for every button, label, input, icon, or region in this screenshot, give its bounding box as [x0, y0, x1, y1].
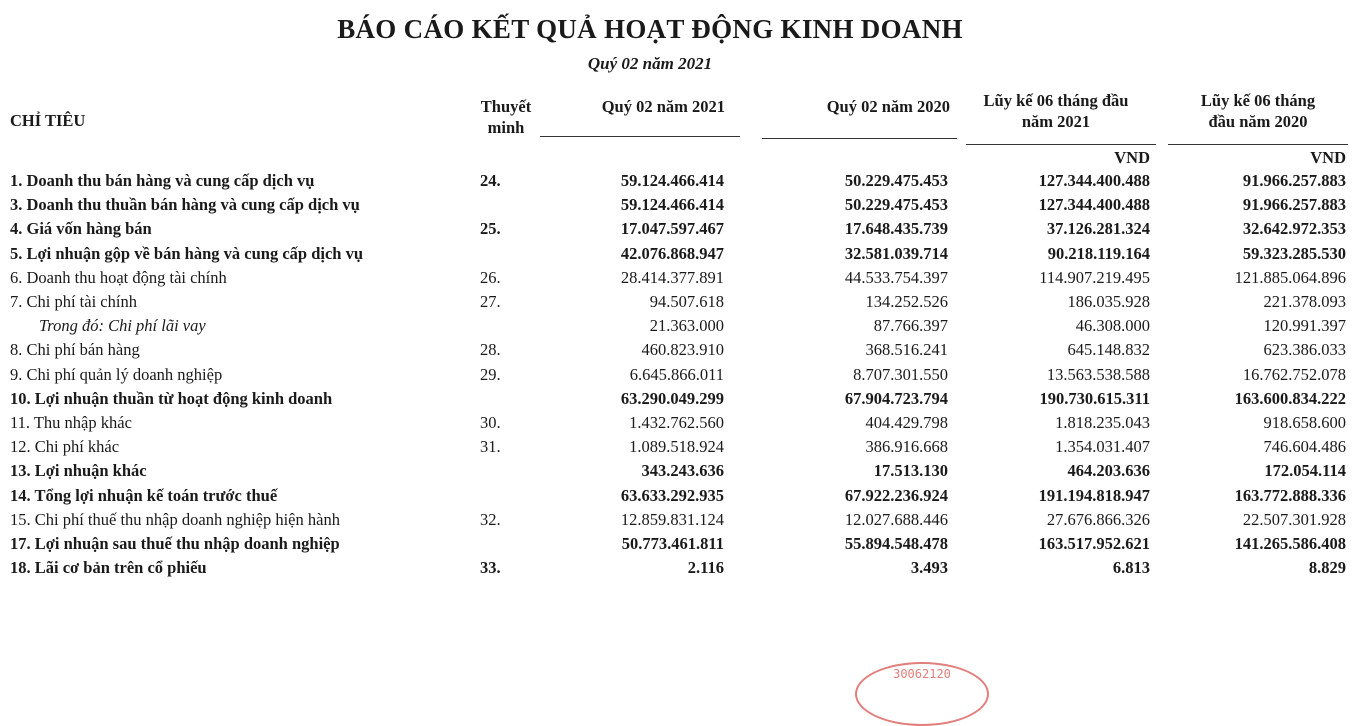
table-row: [10, 169, 1346, 193]
header-ytd-2021-line1: Lũy kế 06 tháng đầu: [983, 91, 1129, 110]
company-seal-stamp: [855, 662, 989, 726]
row-value-q2-2021: 94.507.618: [649, 292, 724, 312]
row-value-ytd-2021: 464.203.636: [1067, 461, 1150, 481]
unit-ytd-2021: VND: [1114, 148, 1150, 167]
row-value-q2-2020: 386.916.668: [865, 437, 948, 457]
row-value-q2-2021: 21.363.000: [649, 316, 724, 336]
row-value-ytd-2021: 645.148.832: [1067, 340, 1150, 360]
row-value-ytd-2020: 121.885.064.896: [1234, 267, 1346, 287]
row-note: 32.: [480, 509, 501, 529]
row-note: [480, 532, 540, 556]
income-statement-table: [10, 169, 1346, 580]
report-title: BÁO CÁO KẾT QUẢ HOẠT ĐỘNG KINH DOANH: [337, 14, 963, 44]
table-row: [10, 242, 1346, 266]
row-label: 3. Doanh thu thuần bán hàng và cung cấp dịch vụ: [10, 195, 360, 215]
row-note: 25.: [480, 219, 501, 239]
row-value-ytd-2020: 918.658.600: [1263, 412, 1346, 432]
row-value-ytd-2021: 6.813: [1112, 558, 1150, 578]
table-row: [10, 411, 1346, 435]
row-value-q2-2020: 32.581.039.714: [844, 243, 948, 263]
row-value-ytd-2021: 46.308.000: [1075, 316, 1150, 336]
row-value-ytd-2020: 623.386.033: [1263, 340, 1346, 360]
row-value-ytd-2020: 163.600.834.222: [1234, 388, 1346, 408]
table-row: [10, 266, 1346, 290]
row-label: 7. Chi phí tài chính: [10, 292, 137, 312]
row-value-ytd-2020: 163.772.888.336: [1234, 485, 1346, 505]
row-value-q2-2021: 42.076.868.947: [620, 243, 724, 263]
table-row: [10, 314, 1346, 338]
row-value-ytd-2020: 120.991.397: [1263, 316, 1346, 336]
row-value-q2-2020: 50.229.475.453: [844, 171, 948, 191]
table-row: [10, 508, 1346, 532]
row-note: 33.: [480, 558, 501, 578]
row-label: 10. Lợi nhuận thuần từ hoạt động kinh doanh: [10, 388, 333, 408]
row-value-ytd-2020: 91.966.257.883: [1242, 195, 1346, 215]
row-value-q2-2021: 1.089.518.924: [629, 437, 724, 457]
table-row: [10, 435, 1346, 459]
row-value-ytd-2021: 37.126.281.324: [1046, 219, 1150, 239]
row-value-q2-2020: 87.766.397: [873, 316, 948, 336]
report-subtitle: Quý 02 năm 2021: [587, 54, 713, 73]
row-value-ytd-2021: 27.676.866.326: [1046, 509, 1150, 529]
header-rule-ytd-2021: [966, 144, 1156, 145]
row-value-q2-2020: 3.493: [910, 558, 948, 578]
table-row: [10, 338, 1346, 362]
row-value-q2-2020: 55.894.548.478: [844, 533, 948, 553]
row-value-ytd-2021: 163.517.952.621: [1038, 533, 1150, 553]
row-label: 5. Lợi nhuận gộp về bán hàng và cung cấp dịch vụ: [10, 243, 364, 263]
row-note: [480, 459, 540, 483]
row-value-ytd-2020: 746.604.486: [1263, 437, 1346, 457]
row-value-q2-2021: 343.243.636: [641, 461, 724, 481]
row-value-ytd-2020: 59.323.285.530: [1242, 243, 1346, 263]
row-label: 6. Doanh thu hoạt động tài chính: [10, 267, 227, 287]
row-value-q2-2020: 134.252.526: [865, 292, 948, 312]
row-value-q2-2020: 67.922.236.924: [844, 485, 948, 505]
row-value-ytd-2021: 1.818.235.043: [1055, 412, 1150, 432]
table-row: [10, 532, 1346, 556]
row-value-ytd-2021: 190.730.615.311: [1039, 388, 1150, 408]
row-note: [480, 193, 540, 217]
table-row: [10, 387, 1346, 411]
row-value-ytd-2020: 172.054.114: [1264, 461, 1346, 481]
header-ytd-2021-line2: năm 2021: [1021, 112, 1091, 131]
row-value-ytd-2021: 13.563.538.588: [1046, 364, 1150, 384]
table-row: [10, 483, 1346, 507]
header-ytd-2020: [1170, 90, 1346, 132]
row-value-q2-2021: 50.773.461.811: [621, 533, 724, 553]
row-value-q2-2020: 8.707.301.550: [853, 364, 948, 384]
row-value-ytd-2020: 22.507.301.928: [1242, 509, 1346, 529]
header-thuyet-minh-line1: Thuyết: [480, 97, 532, 116]
row-value-q2-2021: 460.823.910: [641, 340, 724, 360]
row-value-q2-2021: 6.645.866.011: [629, 364, 724, 384]
row-value-q2-2021: 63.290.049.299: [620, 388, 724, 408]
row-value-q2-2020: 67.904.723.794: [844, 388, 948, 408]
row-value-ytd-2020: 141.265.586.408: [1234, 533, 1346, 553]
row-note: 27.: [480, 292, 501, 312]
row-value-ytd-2021: 90.218.119.164: [1047, 243, 1150, 263]
header-q2-2020: Quý 02 năm 2020: [826, 97, 950, 116]
row-value-q2-2020: 50.229.475.453: [844, 195, 948, 215]
row-value-ytd-2021: 191.194.818.947: [1038, 485, 1150, 505]
stamp-text: 30062120: [893, 667, 951, 681]
table-row: [10, 459, 1346, 483]
row-note: [480, 387, 540, 411]
row-value-q2-2020: 404.429.798: [865, 412, 948, 432]
row-label: 4. Giá vốn hàng bán: [10, 219, 152, 239]
row-note: [480, 483, 540, 507]
table-row: [10, 556, 1346, 580]
row-label: 12. Chi phí khác: [10, 437, 120, 457]
header-rule-ytd-2020: [1168, 144, 1348, 145]
row-label: Trong đó: Chi phí lãi vay: [39, 316, 206, 336]
row-label: 14. Tổng lợi nhuận kế toán trước thuế: [10, 485, 278, 505]
row-label: 1. Doanh thu bán hàng và cung cấp dịch vụ: [10, 171, 315, 191]
row-note: 31.: [480, 437, 501, 457]
header-ytd-2021: [960, 90, 1152, 132]
row-value-q2-2021: 2.116: [687, 558, 724, 578]
row-value-q2-2021: 63.633.292.935: [620, 485, 724, 505]
row-label: 15. Chi phí thuế thu nhập doanh nghiệp hiện hành: [10, 509, 340, 529]
row-value-ytd-2021: 186.035.928: [1067, 292, 1150, 312]
table-row: [10, 290, 1346, 314]
row-value-ytd-2020: 91.966.257.883: [1242, 171, 1346, 191]
row-note: [480, 314, 540, 338]
row-value-ytd-2021: 127.344.400.488: [1038, 195, 1150, 215]
header-thuyet-minh: [473, 96, 539, 138]
row-note: 28.: [480, 340, 501, 360]
row-value-q2-2020: 44.533.754.397: [844, 267, 948, 287]
header-rule-q2-2020: [762, 138, 957, 139]
row-note: 24.: [480, 171, 501, 191]
row-value-ytd-2020: 32.642.972.353: [1242, 219, 1346, 239]
row-value-ytd-2021: 1.354.031.407: [1055, 437, 1150, 457]
row-value-ytd-2020: 221.378.093: [1263, 292, 1346, 312]
row-value-q2-2021: 17.047.597.467: [620, 219, 724, 239]
table-row: [10, 193, 1346, 217]
row-value-q2-2020: 12.027.688.446: [844, 509, 948, 529]
row-value-ytd-2020: 16.762.752.078: [1242, 364, 1346, 384]
row-label: 11. Thu nhập khác: [10, 412, 132, 432]
row-label: 9. Chi phí quản lý doanh nghiệp: [10, 364, 223, 384]
header-q2-2021: Quý 02 năm 2021: [601, 97, 725, 116]
table-row: [10, 363, 1346, 387]
header-rule-q2-2021: [540, 136, 740, 137]
row-value-ytd-2021: 114.907.219.495: [1039, 267, 1150, 287]
row-note: 29.: [480, 364, 501, 384]
row-label: 17. Lợi nhuận sau thuế thu nhập doanh nghiệp: [10, 533, 340, 553]
row-value-q2-2020: 17.648.435.739: [844, 219, 948, 239]
row-value-q2-2020: 17.513.130: [873, 461, 948, 481]
header-thuyet-minh-line2: minh: [487, 118, 525, 137]
row-note: 30.: [480, 412, 501, 432]
row-label: 13. Lợi nhuận khác: [10, 461, 147, 481]
unit-ytd-2020: VND: [1310, 148, 1346, 167]
row-label: 18. Lãi cơ bản trên cổ phiếu: [10, 558, 207, 578]
table-row: [10, 217, 1346, 241]
row-note: [480, 242, 540, 266]
header-ytd-2020-line2: đầu năm 2020: [1208, 112, 1308, 131]
row-value-ytd-2021: 127.344.400.488: [1038, 171, 1150, 191]
row-value-q2-2021: 1.432.762.560: [629, 412, 724, 432]
header-chi-tieu: CHỈ TIÊU: [10, 111, 86, 130]
header-ytd-2020-line1: Lũy kế 06 tháng: [1200, 91, 1316, 110]
row-value-q2-2021: 59.124.466.414: [620, 171, 724, 191]
row-value-q2-2020: 368.516.241: [865, 340, 948, 360]
row-note: 26.: [480, 267, 501, 287]
row-value-q2-2021: 28.414.377.891: [620, 267, 724, 287]
row-label: 8. Chi phí bán hàng: [10, 340, 140, 360]
row-value-ytd-2020: 8.829: [1308, 558, 1346, 578]
row-value-q2-2021: 59.124.466.414: [620, 195, 724, 215]
row-value-q2-2021: 12.859.831.124: [620, 509, 724, 529]
